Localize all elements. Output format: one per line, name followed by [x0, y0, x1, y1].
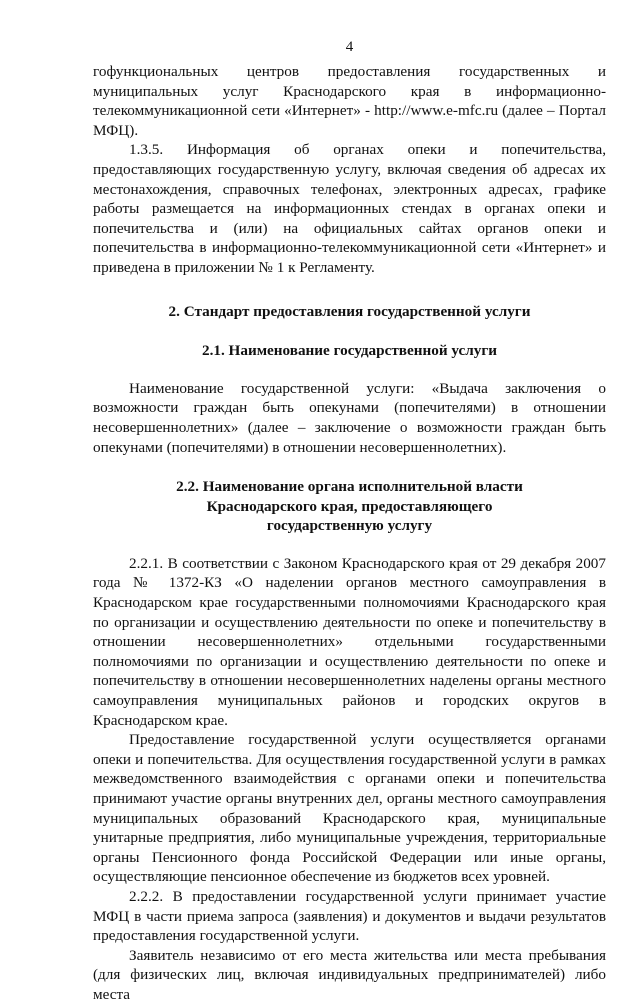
section-2-heading-block	[93, 302, 606, 322]
paragraph-applicant: Заявитель независимо от его места жительства или места пребывания (для физических лиц, включая индивидуальных предпринимателей) либо места	[93, 946, 606, 1003]
section-2-2-title-line: Краснодарского края, предоставляющего	[206, 497, 493, 515]
section-2-1-title: 2.1. Наименование государственной услуги	[201, 342, 498, 360]
paragraph-portal-mfc: гофункциональных центров предоставления государственных и муниципальных услуг Краснодарского края в информационно-телекоммуникационной сети «Интернет» - http://www.e-mfc.ru (далее – Портал МФЦ).	[93, 63, 606, 139]
section-2-2-title-line: государственную услугу	[266, 517, 433, 535]
section-2-2-title-line: 2.2. Наименование органа исполнительной власти	[176, 478, 523, 496]
page-number: 4	[345, 39, 354, 55]
section-2-title: 2. Стандарт предоставления государственной услуги	[168, 302, 531, 320]
paragraph-service-provision: Предоставление государственной услуги осуществляется органами опеки и попечительства. Для осуществления государственной услуги в рамках межведомственного взаимодействия с органами опеки и попечительства принимают участие органы внутренних дел, органы местного самоуправления муниципальных образований Краснодарского края, муниципальные унитарные предприятия, либо муниципальные учреждения, территориальные органы Пенсионного фонда Российской Федерации или иные органы, осуществляющие пенсионное обеспечение из бюджетов всех уровней.	[93, 731, 606, 886]
paragraph-service-name: Наименование государственной услуги: «Выдача заключения о возможности граждан быть опекунами (попечителями) в отношении несовершеннолетних» (далее – заключение о возможности граждан быть опекунами (попечителями) в отношении несовершеннолетних).	[93, 379, 606, 456]
paragraph-1-3-5: 1.3.5. Информация об органах опеки и попечительства, предоставляющих государственную услугу, включая сведения об адресах их местонахождения, справочных телефонах, электронных адресах, графике работы размещается на информационных стендах в органах опеки и попечительства и (или) на официальных сайтах органов опеки и попечительства в информационно-телекоммуникационной сети «Интернет» и приведена в приложении № 1 к Регламенту.	[93, 141, 606, 276]
section-2-1-heading-block	[93, 341, 606, 361]
section-2-2-heading-block	[93, 477, 606, 536]
paragraph-2-2-2: 2.2.2. В предоставлении государственной услуги принимает участие МФЦ в части приема запроса (заявления) и документов и выдачи результатов предоставления государственной услуги.	[93, 887, 606, 945]
section-2-2-title	[93, 477, 606, 536]
paragraph-2-2-1: 2.2.1. В соответствии с Законом Краснодарского края от 29 декабря 2007 года № 1372-КЗ «О наделении органов местного самоуправления в Краснодарском крае государственными полномочиями Краснодарского края по организации и осуществлению деятельности по опеке и попечительству в отношении несовершеннолетних» отдельными государственными полномочиями по организации и осуществлению деятельности по опеке и попечительству в отношении несовершеннолетних наделены органы местного самоуправления муниципальных районов и городских округов в Краснодарском крае.	[93, 554, 606, 729]
